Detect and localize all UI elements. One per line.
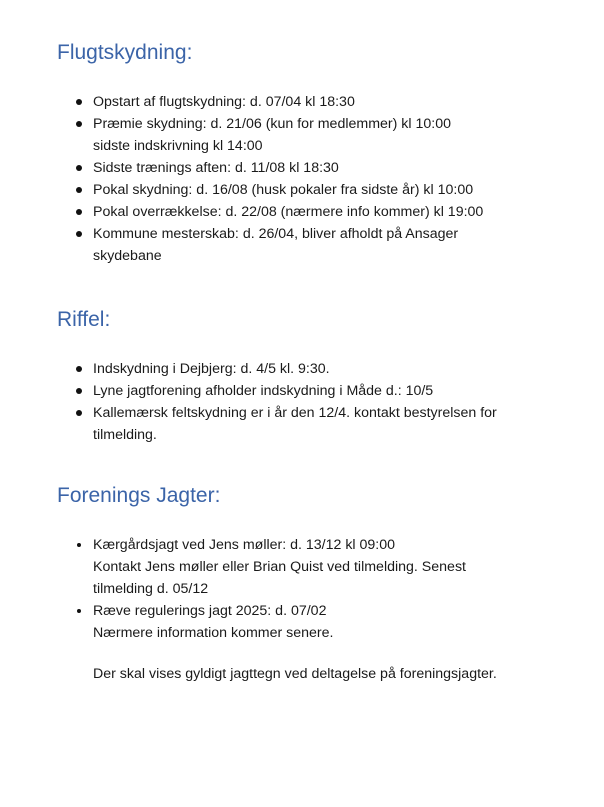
bullet-icon: [76, 366, 82, 372]
list-item-text: Opstart af flugtskydning: d. 07/04 kl 18:30: [93, 94, 355, 110]
list-item-text: Kommune mesterskab: d. 26/04, bliver afholdt på Ansager: [93, 226, 459, 242]
list-item: [57, 402, 557, 446]
list-item-text: tilmelding d. 05/12: [93, 581, 209, 597]
note-jagttegn: Der skal vises gyldigt jagttegn ved deltagelse på foreningsjagter.: [93, 666, 497, 682]
list-riffel: [57, 358, 557, 446]
bullet-icon: [76, 187, 82, 193]
list-item-text: sidste indskrivning kl 14:00: [93, 138, 263, 154]
section-riffel: [57, 307, 557, 333]
list-item-text: tilmelding.: [93, 427, 157, 443]
heading-forenings-jagter: Forenings Jagter:: [57, 484, 221, 507]
list-item-text: Kærgårdsjagt ved Jens møller: d. 13/12 kl 09:00: [93, 537, 396, 553]
list-item-text: skydebane: [93, 248, 162, 264]
list-item-text: Kallemærsk feltskydning er i år den 12/4. kontakt bestyrelsen for: [93, 405, 497, 421]
list-item-text: Ræve regulerings jagt 2025: d. 07/02: [93, 603, 327, 619]
list-item: [57, 380, 557, 402]
heading-flugtskydning: Flugtskydning:: [57, 41, 193, 64]
list-item-text: Pokal skydning: d. 16/08 (husk pokaler fra sidste år) kl 10:00: [93, 182, 474, 198]
list-item: [57, 223, 557, 267]
section-forenings-jagter: [57, 483, 557, 509]
bullet-icon: [76, 388, 82, 394]
bullet-icon: [76, 410, 82, 416]
list-item: [57, 157, 557, 179]
bullet-icon: [76, 99, 82, 105]
list-item-text: Pokal overrækkelse: d. 22/08 (nærmere info kommer) kl 19:00: [93, 204, 484, 220]
list-item: [57, 113, 557, 157]
list-item: [57, 358, 557, 380]
bullet-icon: [76, 209, 82, 215]
bullet-list: [57, 91, 557, 267]
list-item: [57, 600, 557, 644]
list-item-text: Nærmere information kommer senere.: [93, 625, 334, 641]
list-item-text: Lyne jagtforening afholder indskydning i Måde d.: 10/5: [93, 383, 434, 399]
bullet-icon: [76, 231, 82, 237]
list-forenings-jagter: [57, 534, 557, 644]
heading-riffel: Riffel:: [57, 308, 111, 331]
list-item: [57, 201, 557, 223]
list-item: [57, 91, 557, 113]
list-item-text: Præmie skydning: d. 21/06 (kun for medlemmer) kl 10:00: [93, 116, 451, 132]
section-flugtskydning: [57, 40, 557, 66]
list-flugtskydning: [57, 91, 557, 267]
list-item: [57, 179, 557, 201]
bullet-icon: [77, 609, 81, 613]
bullet-list: [57, 534, 557, 644]
list-item-text: Indskydning i Dejbjerg: d. 4/5 kl. 9:30.: [93, 361, 330, 377]
bullet-icon: [76, 165, 82, 171]
bullet-icon: [76, 121, 82, 127]
list-item-text: Sidste trænings aften: d. 11/08 kl 18:30: [93, 160, 339, 176]
list-item-text: Kontakt Jens møller eller Brian Quist ved tilmelding. Senest: [93, 559, 466, 575]
list-item: [57, 534, 557, 600]
bullet-list: [57, 358, 557, 446]
bullet-icon: [77, 543, 81, 547]
